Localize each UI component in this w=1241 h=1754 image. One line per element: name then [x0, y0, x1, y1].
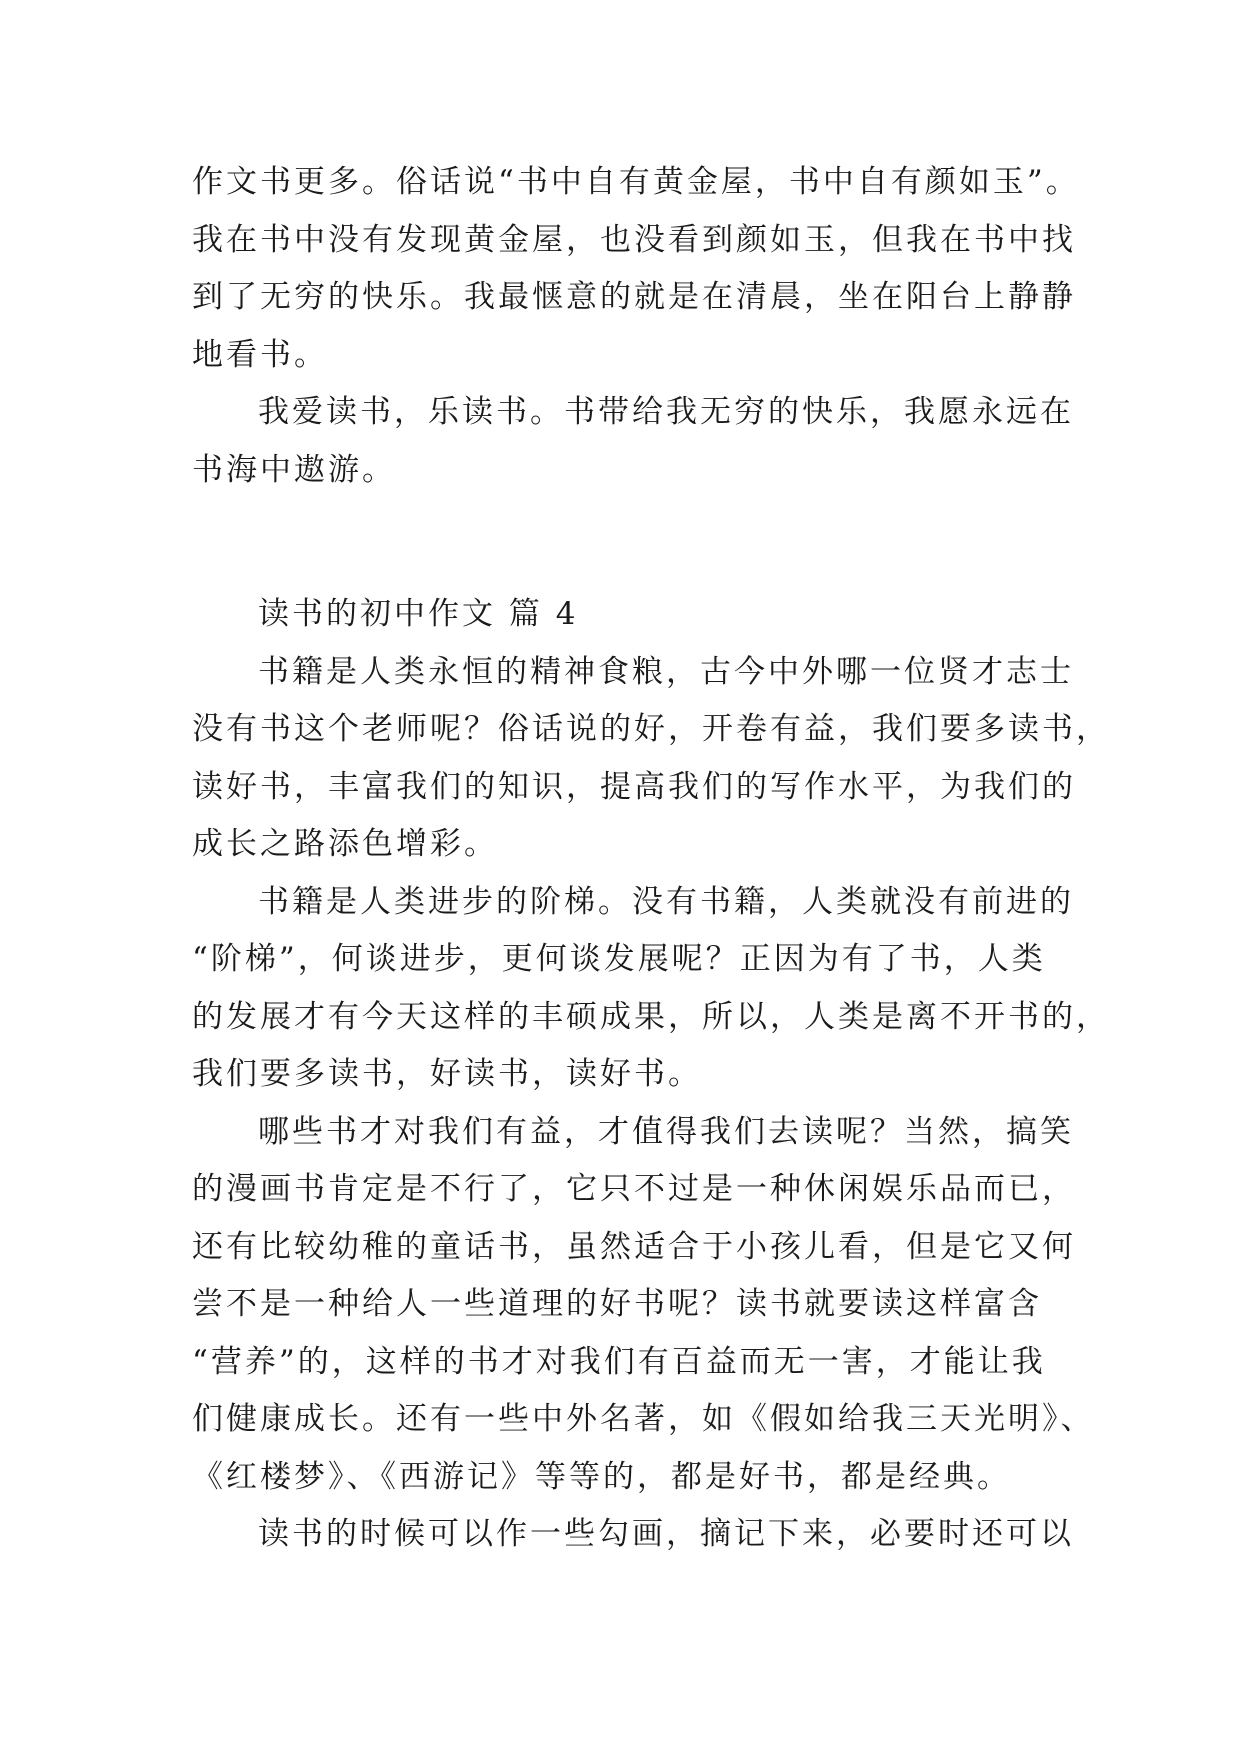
text-line: 作文书更多。俗话说“书中自有黄金屋，书中自有颜如玉”。	[192, 164, 1080, 200]
text-line: 的发展才有今天这样的丰硕成果，所以，人类是离不开书的，	[192, 998, 1110, 1035]
text-line: 《红楼梦》、《西游记》等等的，都是好书，都是经典。	[192, 1458, 1011, 1495]
text-line: 到了无穷的快乐。我最惬意的就是在清晨，坐在阳台上静静	[192, 279, 1076, 315]
text-line: 尝不是一种给人一些道理的好书呢？读书就要读这样富含	[192, 1286, 1042, 1322]
text-line: “阶梯”，何谈进步，更何谈发展呢？正因为有了书，人类	[192, 941, 1046, 977]
text-line: 没有书这个老师呢？俗话说的好，开卷有益，我们要多读书，	[192, 711, 1110, 747]
section-gap	[192, 499, 1092, 586]
text-line: 读书的时候可以作一些勾画，摘记下来，必要时还可以	[258, 1516, 1074, 1552]
text-line: 我在书中没有发现黄金屋，也没看到颜如玉，但我在书中找	[192, 221, 1076, 258]
text-line: 读好书，丰富我们的知识，提高我们的写作水平，为我们的	[192, 768, 1076, 805]
text-line: 还有比较幼稚的童话书，虽然适合于小孩儿看，但是它又何	[192, 1228, 1076, 1265]
section-heading: 读书的初中作文 篇 4	[258, 596, 579, 632]
text-line: 我们要多读书，好读书，读好书。	[192, 1056, 702, 1092]
text-line: 哪些书才对我们有益，才值得我们去读呢？当然，搞笑	[258, 1113, 1074, 1150]
text-line: 书籍是人类永恒的精神食粮，古今中外哪一位贤才志士	[258, 653, 1074, 690]
text-line: 书海中遨游。	[192, 451, 396, 488]
text-line: 书籍是人类进步的阶梯。没有书籍，人类就没有前进的	[258, 883, 1074, 920]
text-line: 们健康成长。还有一些中外名著，如《假如给我三天光明》、	[192, 1401, 1095, 1437]
text-line: 地看书。	[192, 336, 328, 373]
text-line: 我爱读书，乐读书。书带给我无穷的快乐，我愿永远在	[258, 394, 1074, 430]
document-body	[192, 154, 1110, 1564]
text-line: “营养”的，这样的书才对我们有百益而无一害，才能让我	[192, 1343, 1046, 1380]
text-line: 的漫画书肯定是不行了，它只不过是一种休闲娱乐品而已，	[192, 1171, 1076, 1207]
text-line: 成长之路添色增彩。	[192, 826, 498, 862]
